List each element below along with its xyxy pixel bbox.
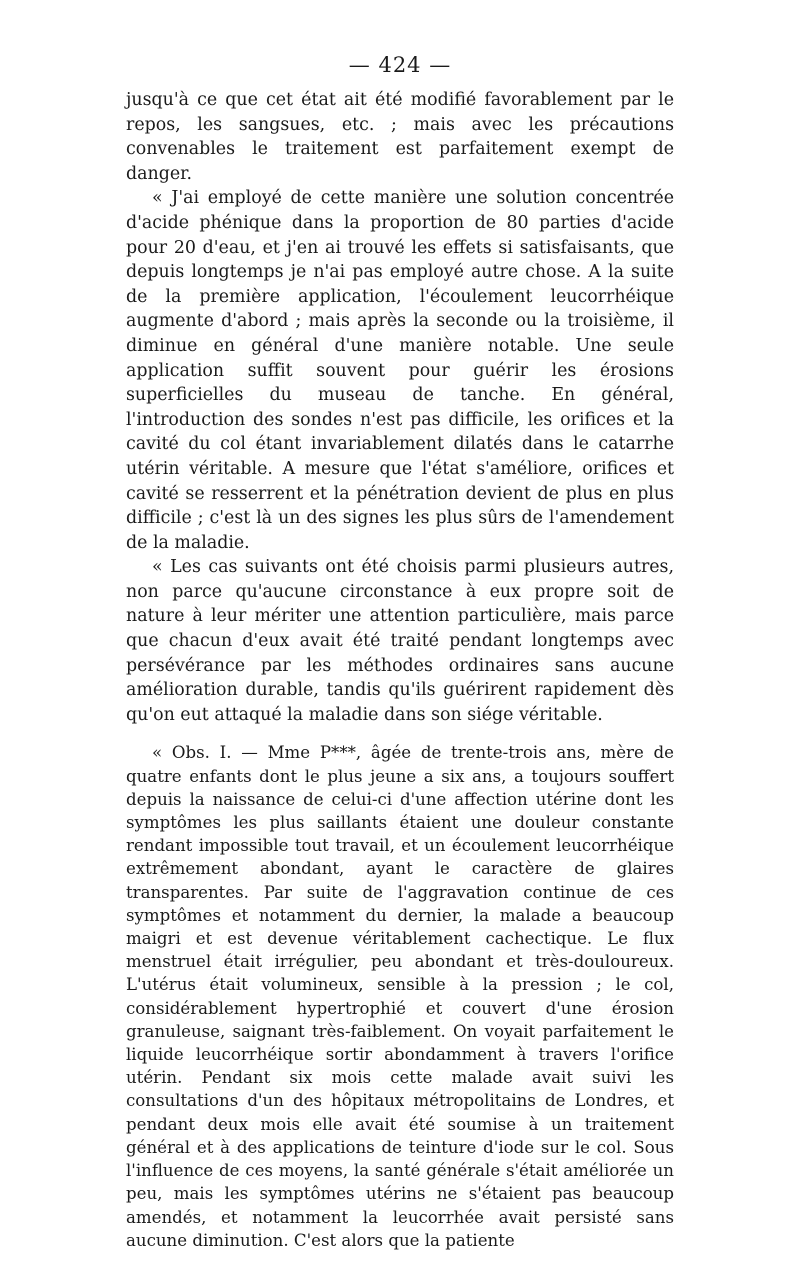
paragraph-cases: « Les cas suivants ont été choisis parmi plusieurs autres, non parce qu'aucune circonstance à eux propre soit de nature à leur mériter une attention particulière, mais parce que chacun d'eux avait été traité pendant longtemps avec persévérance par les méthodes ordinaires sans aucune amélioration durable, tandis qu'ils guérirent rapidement dès qu'on eut attaqué la maladie dans son siége véritable. [126, 557, 674, 725]
paragraph-phenic-acid: « J'ai employé de cette manière une solution concentrée d'acide phénique dans la proportion de 80 parties d'acide pour 20 d'eau, et j'en ai trouvé les effets si satisfaisants, que depuis longtemps je n'ai pas employé autre chose. A la suite de la première application, l'écoulement leucorrhéique augmente d'abord ; mais après la seconde ou la troisième, il diminue en général d'une manière notable. Une seule application suffit souvent pour guérir les érosions superficielles du museau de tanche. En général, l'introduction des sondes n'est pas difficile, les orifices et la cavité du col étant invariablement dilatés dans le catarrhe utérin véritable. A mesure que l'état s'améliore, orifices et cavité se resserrent et la pénétration devient de plus en plus difficile ; c'est là un des signes les plus sûrs de l'amendement de la maladie. [126, 188, 674, 553]
section-gap [126, 727, 674, 741]
book-page [126, 52, 674, 1252]
page-number: — 424 — [348, 53, 452, 77]
paragraph-continuation: jusqu'à ce que cet état ait été modifié favorablement par le repos, les sangsues, etc. ; mais avec les précautions convenables le traitement est parfaitement exempt de danger. [126, 90, 674, 184]
observation-one: « Obs. I. — Mme P***, âgée de trente-trois ans, mère de quatre enfants dont le plus jeune a six ans, a toujours souffert depuis la naissance de celui-ci d'une affection utérine dont les symptômes les plus saillants étaient une douleur constante rendant impossible tout travail, et un écoulement leucorrhéique extrêmement abondant, ayant le caractère de glaires transparentes. Par suite de l'aggravation continue de ces symptômes et notamment du dernier, la malade a beaucoup maigri et est devenue véritablement cachectique. Le flux menstruel était irrégulier, peu abondant et très-douloureux. L'utérus était volumineux, sensible à la pression ; le col, considérablement hypertrophié et couvert d'une érosion granuleuse, saignant très-faiblement. On voyait parfaitement le liquide leucorrhéique sortir abondamment à travers l'orifice utérin. Pendant six mois cette malade avait suivi les consultations d'un des hôpitaux métropolitains de Londres, et pendant deux mois elle avait été soumise à un traitement général et à des applications de teinture d'iode sur le col. Sous l'influence de ces moyens, la santé générale s'était améliorée un peu, mais les symptômes utérins ne s'étaient pas beaucoup amendés, et notamment la leucorrhée avait persisté sans aucune diminution. C'est alors que la patiente [126, 743, 674, 1250]
